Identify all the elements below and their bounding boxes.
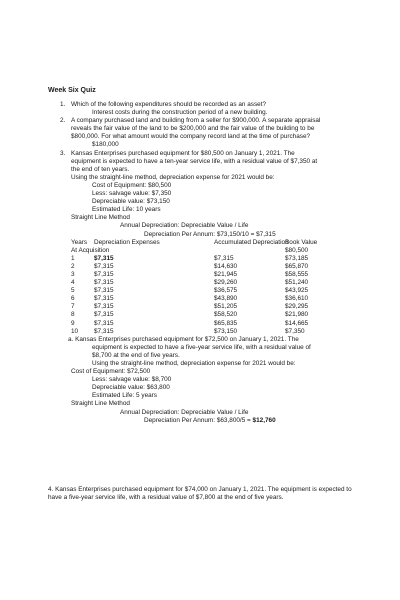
expense-cell: $7,315 (94, 311, 114, 319)
q3-using-line (48, 174, 368, 182)
accumulated-cell: $58,520 (214, 311, 238, 319)
q3-formula-line (48, 222, 368, 230)
q3-line-1 (48, 150, 368, 158)
year-cell: 3 (71, 270, 75, 278)
accumulated-cell: $43,890 (214, 295, 238, 303)
table-header-row (48, 239, 368, 247)
q3a-cost: Cost of Equipment: $72,500 (71, 368, 151, 376)
table-row (48, 311, 368, 319)
q1-number: 1. (60, 101, 66, 108)
q3a-per-annum-result: $12,760 (252, 416, 276, 424)
year-cell: 4 (71, 279, 75, 287)
expense-cell: $7,315 (94, 319, 114, 327)
q3a-line-2 (48, 344, 368, 352)
q3a-line-1 (48, 336, 368, 344)
q3a-per-annum-line (48, 417, 368, 425)
q3-calc-row (48, 182, 368, 190)
table-row (48, 263, 368, 271)
q1-answer: Interest costs during the construction period of a new building. (92, 109, 268, 117)
book-value-cell: $36,610 (285, 295, 309, 303)
accumulated-cell: $51,205 (214, 303, 238, 311)
q3-calc-salvage: Less: salvage value: $7,350 (92, 190, 172, 198)
table-row (48, 320, 368, 328)
year-cell: 10 (71, 327, 79, 335)
q3-using-text: Using the straight-line method, depreciation expense for 2021 would be: (71, 173, 275, 181)
table-row (48, 279, 368, 287)
q3-calc-row (48, 198, 368, 206)
table-row (48, 271, 368, 279)
acquisition-label: At Acquisition (71, 246, 110, 254)
q3a-text-4: Using the straight-line method, depreciation expense for 2021 would be: (92, 360, 296, 367)
year-cell: 2 (71, 262, 75, 270)
q3a-text-3: $8,700 at the end of five years. (92, 351, 180, 359)
year-cell: 9 (71, 319, 75, 327)
q3-text-1: Kansas Enterprises purchased equipment for $80,500 on January 1, 2021. The (71, 149, 295, 157)
q2-number: 2. (60, 117, 66, 125)
book-value-cell: $43,925 (285, 287, 309, 295)
q3-calc-cost: Cost of Equipment: $80,500 (92, 181, 172, 189)
col-header-expenses: Depreciation Expenses (94, 238, 160, 246)
table-row (48, 303, 368, 311)
accumulated-cell: $14,630 (214, 262, 238, 270)
q2-answer: $180,000 (92, 141, 119, 149)
expense-cell: $7,315 (94, 287, 114, 295)
q3-method: Straight Line Method (71, 214, 130, 222)
book-value-cell: $65,870 (285, 262, 309, 270)
book-value-cell: $73,185 (285, 254, 309, 262)
accumulated-cell: $21,945 (214, 270, 238, 278)
q3a-per-annum (144, 417, 276, 425)
table-acquisition-row (48, 247, 368, 255)
expense-cell: $7,315 (94, 295, 114, 303)
accumulated-cell: $65,835 (214, 319, 238, 327)
table-row (48, 287, 368, 295)
q3-calc-row (48, 206, 368, 214)
q3a-calc-life: Estimated Life: 5 years (92, 392, 158, 400)
accumulated-cell: $36,575 (214, 287, 238, 295)
year-cell: 5 (71, 287, 75, 295)
q4-text: 4. Kansas Enterprises purchased equipment for $74,000 on January 1, 2021. The equipment is expected to have a five-year service life, with a residual value of $7,800 at the end of five years. (48, 486, 352, 502)
col-header-book-value: Book Value (285, 238, 318, 246)
year-cell: 1 (71, 254, 75, 262)
book-value-cell: $7,350 (285, 327, 305, 335)
q3-text-2: equipment is expected to have a ten-year service life, with a residual value of $7,350 at (71, 157, 318, 165)
table-body (48, 255, 368, 336)
q3-method-line (48, 214, 368, 222)
q3-per-annum-line (48, 231, 368, 239)
q1-answer-line (48, 109, 368, 117)
expense-cell: $7,315 (94, 262, 114, 270)
q3a-calc-salvage: Less: salvage value: $8,700 (92, 376, 172, 384)
q3a-calc-depreciable: Depreciable value: $63,800 (92, 384, 170, 392)
table-row (48, 328, 368, 336)
book-value-cell: $21,980 (285, 311, 309, 319)
year-cell: 8 (71, 311, 75, 319)
col-header-accumulated: Accumulated Depreciation (214, 238, 289, 246)
accumulated-cell: $29,260 (214, 279, 238, 287)
q2-line-1 (48, 117, 368, 125)
q3a-text-2: equipment is expected to have a five-year service life, with a residual value of (92, 343, 311, 351)
q3a-formula: Annual Depreciation: Depreciable Value / Life (120, 408, 249, 416)
q3-calc-life: Estimated Life: 10 years (92, 206, 161, 214)
q3a-cost-line (48, 368, 368, 376)
expense-cell: $7,315 (94, 254, 114, 262)
book-value-cell: $51,240 (285, 279, 309, 287)
q2-answer-line (48, 141, 368, 149)
q3a-text-1: a. Kansas Enterprises purchased equipment for $72,500 on January 1, 2021. The (68, 335, 299, 343)
year-cell: 7 (71, 303, 75, 311)
accumulated-cell: $73,150 (214, 327, 238, 335)
q3a-method: Straight Line Method (71, 400, 130, 408)
q2-text-3: $800,000. For what amount would the company record land at the time of purchase? (71, 133, 311, 141)
q2-text-2: reveals the fair value of the land to be $200,000 and the fair value of the building to be (71, 125, 315, 133)
q3-line-2 (48, 158, 368, 166)
expense-cell: $7,315 (94, 279, 114, 287)
q3a-formula-line (48, 409, 368, 417)
q3a-calc-row (48, 376, 368, 384)
q3a-line-4 (48, 360, 368, 368)
q3a-calc-row (48, 384, 368, 392)
q3-per-annum: Depreciation Per Annum: $73,150/10 = $7,315 (144, 230, 276, 238)
q1-line (48, 101, 368, 109)
accumulated-cell: $7,315 (214, 254, 234, 262)
q3-calc-depreciable: Depreciable value: $73,150 (92, 198, 170, 206)
q3a-calc-row (48, 392, 368, 400)
q3a-method-line (48, 400, 368, 408)
book-value-cell: $14,665 (285, 319, 309, 327)
expense-cell: $7,315 (94, 327, 114, 335)
table-row (48, 255, 368, 263)
acquisition-value: $80,500 (285, 246, 309, 254)
q1-text: Which of the following expenditures should be recorded as an asset? (71, 101, 267, 108)
q3-formula: Annual Depreciation: Depreciable Value / Life (120, 222, 249, 230)
book-value-cell: $58,555 (285, 270, 309, 278)
expense-cell: $7,315 (94, 303, 114, 311)
book-value-cell: $29,295 (285, 303, 309, 311)
quiz-body (48, 101, 368, 425)
quiz-title: Week Six Quiz (48, 87, 96, 94)
q2-text-1: A company purchased land and building from a seller for $900,000. A separate appraisal (71, 117, 321, 125)
expense-cell: $7,315 (94, 270, 114, 278)
q3-calc-row (48, 190, 368, 198)
q2-line-2 (48, 125, 368, 133)
q3-number: 3. (60, 149, 66, 157)
q2-line-3 (48, 133, 368, 141)
col-header-years: Years (71, 238, 88, 246)
q3-text-3: the end of ten years. (71, 165, 130, 173)
q3-line-3 (48, 166, 368, 174)
year-cell: 6 (71, 295, 75, 303)
table-row (48, 295, 368, 303)
q3a-line-3 (48, 352, 368, 360)
q3a-per-annum-text: Depreciation Per Annum: $63,800/5 = (144, 416, 253, 424)
